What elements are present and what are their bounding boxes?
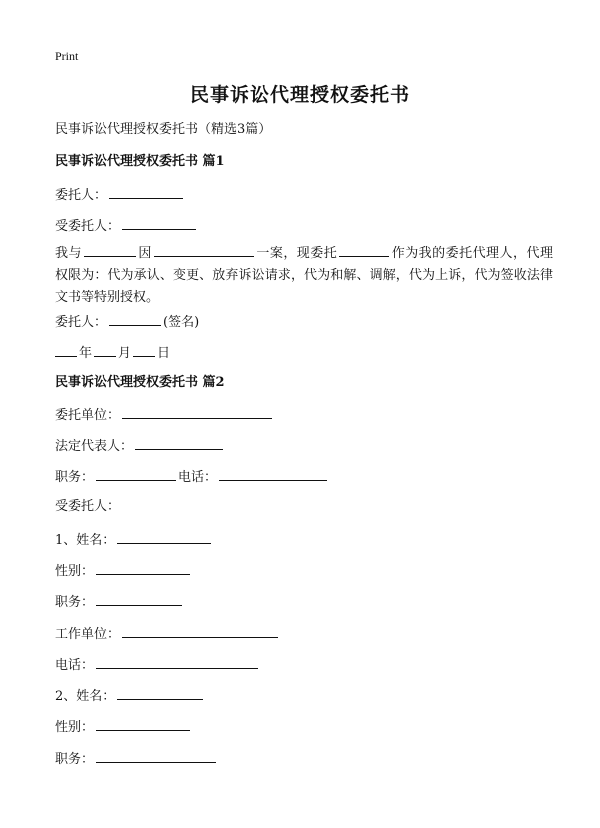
- agent1-position-label: 职务：: [55, 595, 95, 610]
- body-text-1: 我与: [55, 246, 82, 261]
- position-blank: [96, 468, 176, 481]
- agent1-position-field: [55, 593, 184, 611]
- agent1-name-label: 1、姓名：: [55, 533, 116, 548]
- delegate-blank: [339, 244, 389, 257]
- unit-field: [55, 406, 274, 424]
- body-text-4: 作为我的委托代理人，代理权限为：代为承认、变更、放弃诉讼请求，代为和解、调解，代为上诉，代为签收法律文书等特别授权。: [55, 246, 553, 305]
- agent1-name-blank: [117, 531, 211, 544]
- agent1-phone-label: 电话：: [55, 658, 95, 673]
- legal-rep-label: 法定代表人：: [55, 439, 134, 454]
- subtitle: 民事诉讼代理授权委托书（精选3篇）: [55, 122, 272, 137]
- day-blank: [133, 344, 155, 357]
- signature-line: [55, 313, 199, 331]
- agent2-gender-label: 性别：: [55, 720, 95, 735]
- body-text-3: 一案，现委托: [255, 246, 338, 261]
- agent1-gender-blank: [96, 562, 190, 575]
- agent-blank: [122, 217, 196, 230]
- agent1-phone-field: [55, 656, 260, 674]
- unit-blank: [122, 406, 272, 419]
- sign-suffix: (签名): [163, 315, 200, 330]
- phone-label: 电话：: [178, 470, 218, 485]
- agent-field: [55, 217, 198, 235]
- agent2-position-field: [55, 750, 218, 768]
- position-label: 职务：: [55, 470, 95, 485]
- agent2-name-label: 2、姓名：: [55, 689, 116, 704]
- agent2-gender-field: [55, 718, 192, 736]
- sign-label: 委托人：: [55, 315, 108, 330]
- legal-rep-field: [55, 437, 225, 455]
- date-line: [55, 344, 170, 362]
- section1-heading: 民事诉讼代理授权委托书 篇1: [55, 154, 225, 169]
- agent-label: 受委托人：: [55, 219, 121, 234]
- agent2-heading: 受委托人：: [55, 499, 121, 514]
- agent2-name-blank: [117, 687, 203, 700]
- month-blank: [94, 344, 116, 357]
- print-link[interactable]: Print: [55, 49, 79, 63]
- agent2-name-field: [55, 687, 205, 705]
- page-title: 民事诉讼代理授权委托书: [189, 84, 410, 106]
- party-blank: [84, 244, 136, 257]
- principal-label: 委托人：: [55, 188, 108, 203]
- month-label: 月: [118, 346, 132, 361]
- agent1-position-blank: [96, 593, 182, 606]
- agent2-position-blank: [96, 750, 216, 763]
- year-blank: [55, 344, 77, 357]
- agent1-gender-label: 性别：: [55, 564, 95, 579]
- day-label: 日: [157, 346, 171, 361]
- reason-blank: [154, 244, 254, 257]
- legal-rep-blank: [135, 437, 223, 450]
- agent1-workplace-blank: [122, 625, 278, 638]
- principal-blank: [109, 186, 183, 199]
- sign-blank: [109, 313, 161, 326]
- agent1-name-field: [55, 531, 213, 549]
- agent2-gender-blank: [96, 718, 190, 731]
- section2-heading: 民事诉讼代理授权委托书 篇2: [55, 375, 225, 390]
- position-phone-field: [55, 468, 329, 486]
- agent2-position-label: 职务：: [55, 752, 95, 767]
- agent1-gender-field: [55, 562, 192, 580]
- year-label: 年: [79, 346, 93, 361]
- agent1-phone-blank: [96, 656, 258, 669]
- principal-field: [55, 186, 185, 204]
- unit-label: 委托单位：: [55, 408, 121, 423]
- authorization-paragraph: [55, 243, 553, 309]
- body-text-2: 因: [137, 246, 152, 261]
- agent1-workplace-field: [55, 625, 280, 643]
- agent1-workplace-label: 工作单位：: [55, 627, 121, 642]
- phone-blank: [219, 468, 327, 481]
